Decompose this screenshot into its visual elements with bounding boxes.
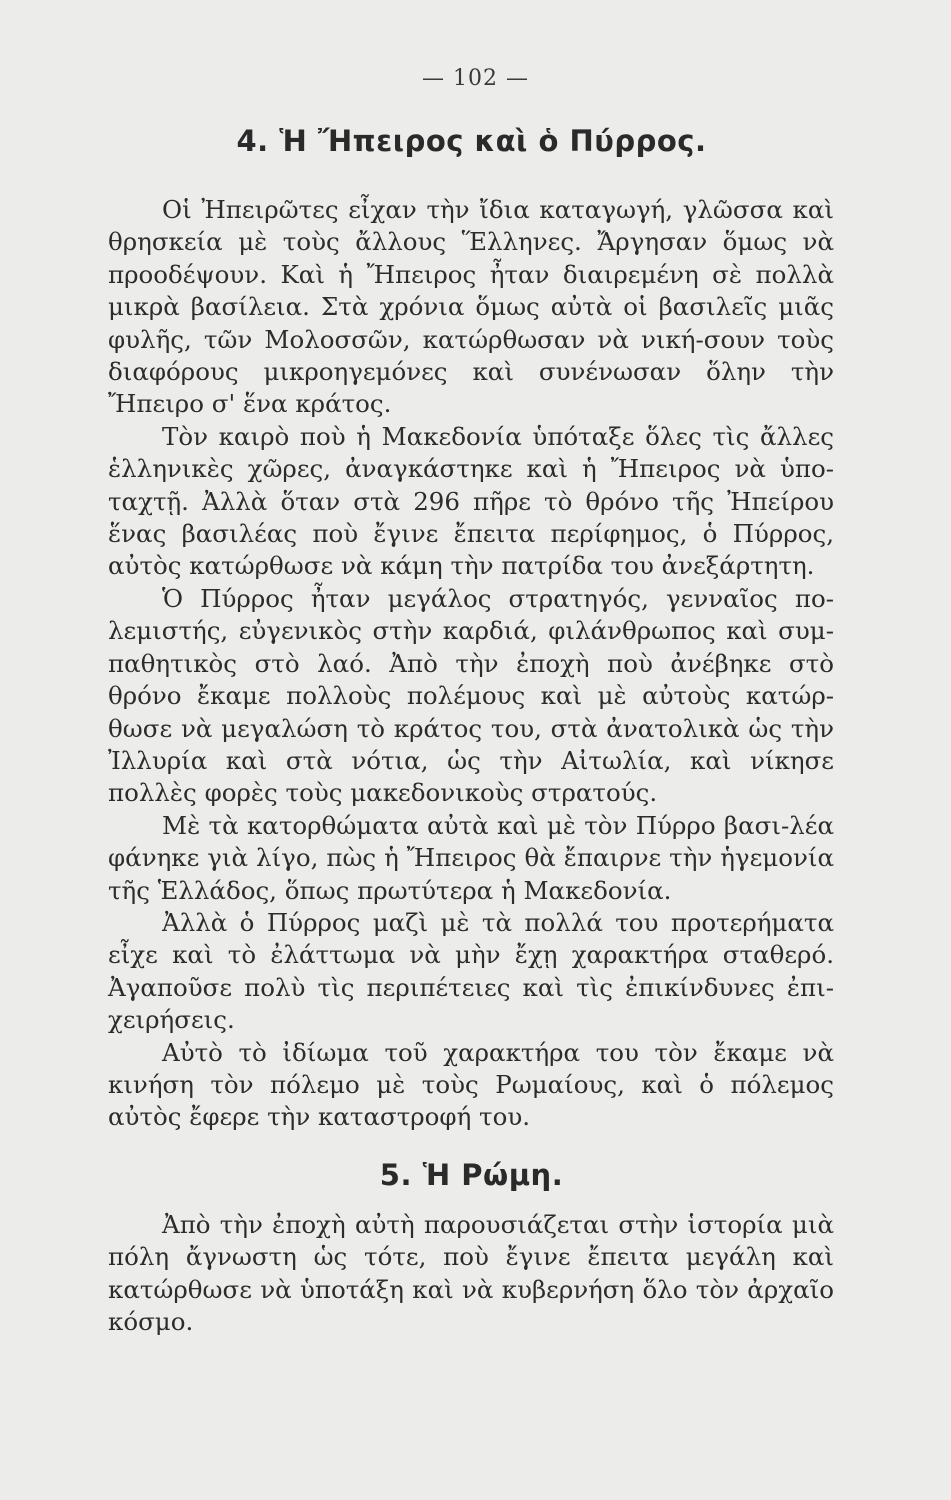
paragraph: Οἱ Ἠπειρῶτες εἶχαν τὴν ἴδια καταγωγή, γλῶσσα καὶ θρησκεία μὲ τοὺς ἄλλους Ἕλληνες. Ἄργησαν ὅμως νὰ προοδέψουν. Καὶ ἡ Ἤπειρος ἦταν διαιρεμένη σὲ πολλὰ μικρὰ βασίλεια. Στὰ χρόνια ὅμως αὐτὰ οἱ βασιλεῖς μιᾶς φυλῆς, τῶν Μολοσσῶν, κατώρθωσαν νὰ νική-σουν τοὺς διαφόρους μικροηγεμόνες καὶ συνένωσαν ὅλην τὴν Ἤπειρο σ' ἕνα κράτος. <box>108 195 834 419</box>
section-body-epirus <box>108 194 834 1134</box>
paragraph: Αὐτὸ τὸ ἰδίωμα τοῦ χαρακτήρα του τὸν ἔκαμε νὰ κινήση τὸν πόλεμο μὲ τοὺς Ρωμαίους, καὶ ὁ πόλεμος αὐτὸς ἔφερε τὴν καταστροφή του. <box>108 1037 834 1132</box>
section-heading-epirus: 4. Ἡ Ἤπειρος καὶ ὁ Πύρρος. <box>236 124 707 158</box>
paragraph: Ἀπὸ τὴν ἐποχὴ αὐτὴ παρουσιάζεται στὴν ἱστορία μιὰ πόλη ἄγνωστη ὡς τότε, ποὺ ἔγινε ἔπειτα μεγάλη καὶ κατώρθωσε νὰ ὑποτάξη καὶ νὰ κυβερνήση ὅλο τὸν ἀρχαῖο κόσμο. <box>108 1210 834 1337</box>
paragraph: Τὸν καιρὸ ποὺ ἡ Μακεδονία ὑπόταξε ὅλες τὶς ἄλλες ἑλληνικὲς χῶρες, ἀναγκάστηκε καὶ ἡ Ἤπειρος νὰ ὑπο-ταχτῇ. Ἀλλὰ ὅταν στὰ 296 πῆρε τὸ θρόνο τῆς Ἠπείρου ἕνας βασιλέας ποὺ ἔγινε ἔπειτα περίφημος, ὁ Πύρρος, αὐτὸς κατώρθωσε νὰ κάμη τὴν πατρίδα του ἀνεξάρτητη. <box>108 421 834 581</box>
paragraph: Ὁ Πύρρος ἦταν μεγάλος στρατηγός, γενναῖος πο-λεμιστής, εὐγενικὸς στὴν καρδιά, φιλάνθρωπος καὶ συμ-παθητικὸς στὸ λαό. Ἀπὸ τὴν ἐποχὴ ποὺ ἀνέβηκε στὸ θρόνο ἔκαμε πολλοὺς πολέμους καὶ μὲ αὐτοὺς κατώρ-θωσε νὰ μεγαλώση τὸ κράτος του, στὰ ἀνατολικὰ ὡς τὴν Ἰλλυρία καὶ στὰ νότια, ὡς τὴν Αἰτωλία, καὶ νίκησε πολλὲς φορὲς τοὺς μακεδονικοὺς στρατούς. <box>108 583 834 808</box>
paragraph: Μὲ τὰ κατορθώματα αὐτὰ καὶ μὲ τὸν Πύρρο βασι-λέα φάνηκε γιὰ λίγο, πὼς ἡ Ἤπειρος θὰ ἔπαιρνε τὴν ἡγεμονία τῆς Ἑλλάδος, ὅπως πρωτύτερα ἡ Μακεδονία. <box>108 810 834 905</box>
page-number: — 102 — <box>422 66 529 91</box>
paragraph: Ἀλλὰ ὁ Πύρρος μαζὶ μὲ τὰ πολλά του προτερήματα εἶχε καὶ τὸ ἐλάττωμα νὰ μὴν ἔχῃ χαρακτήρα σταθερό. Ἀγαποῦσε πολὺ τὶς περιπέτειες καὶ τὶς ἐπικίνδυνες ἐπι-χειρήσεις. <box>108 907 834 1035</box>
section-heading-rome: 5. Ἡ Ρώμη. <box>379 1158 564 1192</box>
section-body-rome <box>108 1209 834 1339</box>
